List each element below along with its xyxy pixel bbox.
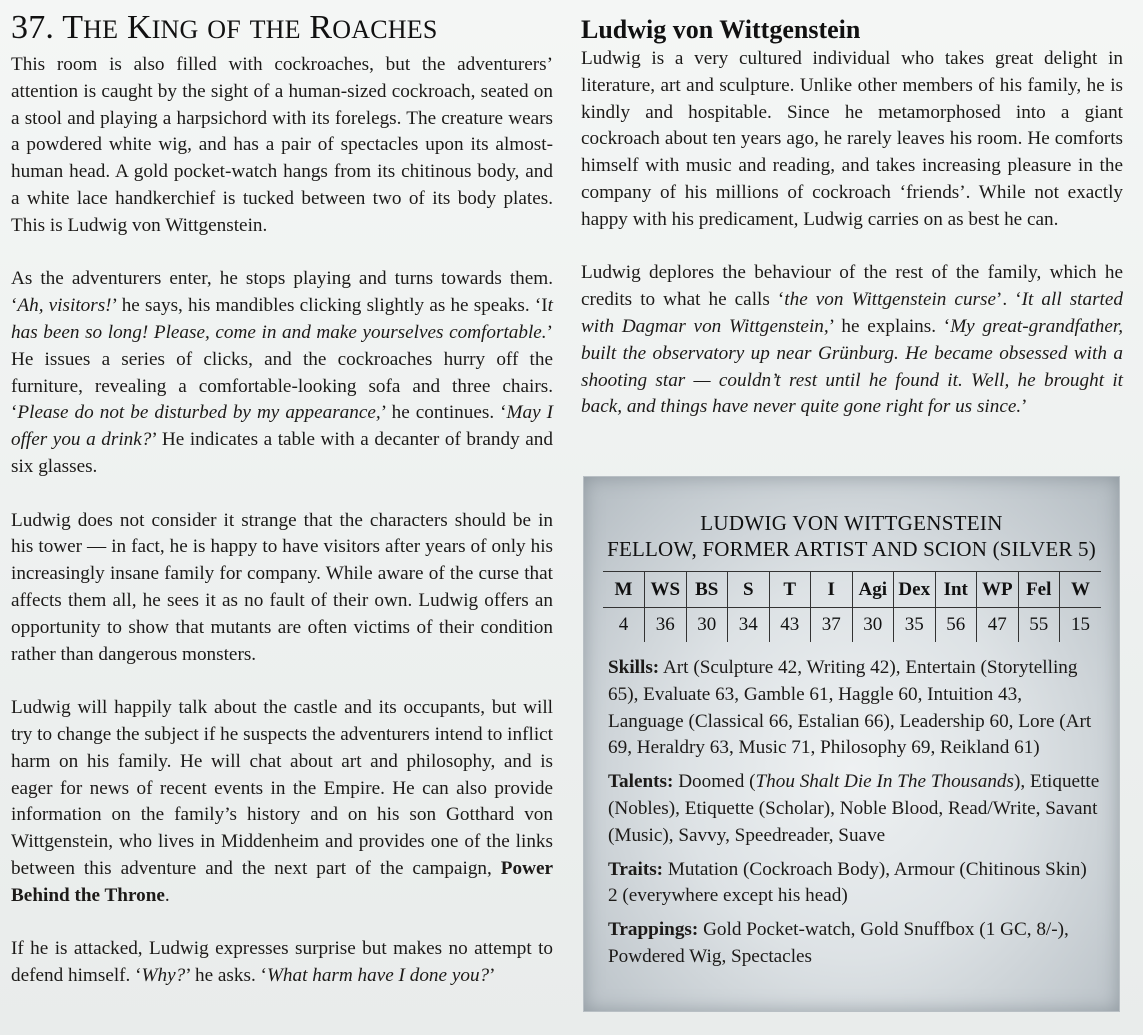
title-word-initial: R bbox=[309, 9, 333, 46]
paragraph bbox=[11, 52, 553, 240]
stat-header-w: W bbox=[1060, 572, 1102, 608]
stat-entry-text: ), Etiquette (Nobles), Etiquette (Scholar), Noble Blood, Read/Write, Savant (Music), Savvy, Speedreader, Suave bbox=[608, 771, 1100, 846]
paragraph bbox=[11, 695, 553, 909]
right-paragraphs bbox=[581, 46, 1123, 421]
stats-value-row bbox=[603, 608, 1101, 643]
left-paragraphs bbox=[11, 52, 553, 990]
title-word-rest: OACHES bbox=[332, 15, 438, 44]
room-title-words bbox=[62, 9, 437, 46]
title-word bbox=[62, 9, 118, 46]
paragraph bbox=[581, 260, 1123, 421]
stat-entry-traits bbox=[608, 857, 1101, 911]
stat-entry-text: Art (Sculpture 42, Writing 42), Entertain (Storytelling 65), Evaluate 63, Gamble 61, Haggle 60, Intuition 43, Language (Classical 66, Estalian 66), Leadership 60, Lore (Art 69, Heraldry 63, Music 71, Philosophy 69, Reikland 61) bbox=[608, 657, 1092, 759]
stat-block bbox=[583, 476, 1120, 1012]
stat-header-i: I bbox=[811, 572, 853, 608]
paragraph-text: ’ He indicates a table with a decanter of brandy and six glasses. bbox=[11, 429, 553, 477]
paragraph-text: ’ bbox=[489, 965, 496, 987]
title-word bbox=[127, 9, 199, 46]
paragraph bbox=[581, 46, 1123, 234]
stat-header-t: T bbox=[769, 572, 811, 608]
room-title bbox=[11, 8, 553, 50]
stat-header-m: M bbox=[603, 572, 645, 608]
stats-table bbox=[603, 571, 1101, 642]
stat-entry-text: Thou Shalt Die In The Thousands bbox=[755, 771, 1014, 793]
paragraph-text: ’ he asks. ‘ bbox=[185, 965, 267, 987]
stat-block-name: LUDWIG VON WITTGENSTEIN bbox=[700, 511, 1003, 535]
paragraph-text: . bbox=[164, 884, 170, 906]
quote-text: My great-grandfather, built the observatory up near Grünburg. He became obsessed with a shooting star — couldn’t rest until he found it. Well, he brought it back, and things have never quite gone right for us since. bbox=[581, 315, 1123, 418]
title-word-rest: ING bbox=[151, 15, 199, 44]
stat-entry-text: Mutation (Cockroach Body), Armour (Chitinous Skin) 2 (everywhere except his head) bbox=[608, 858, 1087, 907]
paragraph-text: Ludwig does not consider it strange that the characters should be in his tower — in fact, he is happy to have visitors after years of only his increasingly insane family for company. While aware of the curse that affects them all, he sees it as no fault of their own. Ludwig offers an opportunity to show that mutants are often victims of their condition rather than dangerous monsters. bbox=[11, 509, 553, 665]
quote-text: What harm have I done you? bbox=[266, 965, 490, 987]
paragraph-text: Ludwig deplores the behaviour of the rest of the family, which he credits to what he calls ‘ bbox=[581, 262, 1123, 311]
stat-value-m: 4 bbox=[618, 614, 629, 635]
stat-value-fel: 55 bbox=[1018, 608, 1060, 643]
paragraph-text: If he is attacked, Ludwig expresses surprise but makes no attempt to defend himself. ‘ bbox=[11, 938, 553, 987]
title-word-initial: K bbox=[126, 9, 152, 46]
paragraph-text: ’ he explains. ‘ bbox=[828, 315, 951, 337]
stat-header-fel: Fel bbox=[1018, 572, 1060, 608]
paragraph-text: ’. ‘ bbox=[996, 289, 1022, 311]
paragraph-text: Ludwig is a very cultured individual who takes great delight in literature, art and sculpture. Unlike other members of his family, he is kindly and hospitable. Since he metamorphosed into a giant cockroach about ten years ago, he rarely leaves his room. He comforts himself with music and reading, and takes increasing pleasure in the company of his millions of cockroach ‘friends’. While not exactly happy with his predicament, Ludwig carries on as best he can. bbox=[581, 48, 1123, 230]
stat-header-agi: Agi bbox=[852, 572, 894, 608]
right-column bbox=[581, 0, 1123, 421]
stat-entry-talents bbox=[608, 769, 1101, 849]
paragraph bbox=[11, 266, 553, 480]
quote-text: the von Wittgenstein curse bbox=[784, 289, 996, 311]
stat-value-t: 43 bbox=[769, 608, 811, 643]
stat-header-int: Int bbox=[935, 572, 977, 608]
stat-value-wp: 47 bbox=[977, 608, 1019, 643]
paragraph-text: ’ bbox=[1021, 396, 1028, 418]
stat-header-s: S bbox=[728, 572, 770, 608]
stat-value-dex: 35 bbox=[894, 608, 936, 643]
stat-block-entries bbox=[608, 655, 1101, 978]
stat-entry-label: Skills: bbox=[608, 657, 660, 678]
npc-heading: Ludwig von Wittgenstein bbox=[581, 15, 861, 44]
paragraph-text: As the adventurers enter, he stops playing and turns towards them. ‘ bbox=[11, 268, 553, 317]
title-word bbox=[250, 9, 301, 46]
title-word-initial: T bbox=[62, 9, 84, 46]
stat-entry-label: Traits: bbox=[608, 858, 664, 880]
title-word bbox=[207, 9, 241, 46]
stat-value-agi: 30 bbox=[852, 608, 894, 643]
stat-value-s: 34 bbox=[728, 608, 770, 643]
stat-entry-label: Trappings: bbox=[608, 919, 699, 941]
stat-entry-text: Gold Pocket-watch, Gold Snuffbox (1 GC, 8/-), Powdered Wig, Spectacles bbox=[608, 919, 1069, 967]
stat-header-dex: Dex bbox=[894, 572, 936, 608]
stat-value-ws: 36 bbox=[645, 608, 687, 643]
title-word-rest: OF bbox=[207, 15, 241, 44]
stat-value-w: 15 bbox=[1060, 608, 1102, 643]
stats-header-row bbox=[603, 572, 1101, 608]
stat-header-bs: BS bbox=[686, 572, 728, 608]
paragraph-text: ’ he continues. ‘ bbox=[380, 402, 507, 424]
title-word bbox=[309, 9, 437, 46]
stat-entry-text: Doomed ( bbox=[673, 771, 756, 793]
paragraph-text: ’ He issues a series of clicks, and the cockroaches hurry off the furniture, revealing a comfortable-looking sofa and three chairs. ‘ bbox=[11, 321, 553, 424]
stat-entry-label: Talents: bbox=[608, 771, 674, 793]
stat-entry-trappings bbox=[608, 917, 1101, 971]
paragraph-text: ’ he says, his mandibles clicking slightly as he speaks. ‘I bbox=[111, 295, 548, 317]
paragraph-text: This room is also filled with cockroaches, but the adventurers’ attention is caught by the sight of a human-sized cockroach, seated on a stool and playing a harpsichord with its forelegs. The creature wears a powdered white wig, and has a pair of spectacles upon its almost-human head. A gold pocket-watch hangs from its chitinous body, and a white lace handkerchief is tucked between two of its body plates. This is Ludwig von Wittgenstein. bbox=[11, 54, 553, 236]
paragraph bbox=[11, 936, 553, 990]
quote-text: Ah, visitors! bbox=[17, 295, 112, 317]
stat-header-wp: WP bbox=[977, 572, 1019, 608]
stat-value-i: 37 bbox=[811, 608, 853, 643]
title-word-rest: HE bbox=[83, 15, 119, 44]
left-column bbox=[11, 0, 553, 990]
paragraph bbox=[11, 508, 553, 669]
stat-entry-skills bbox=[608, 655, 1101, 762]
quote-text: It all started with Dagmar von Wittgenstein, bbox=[581, 289, 1123, 337]
quote-text: Please do not be disturbed by my appearance, bbox=[17, 402, 381, 424]
quote-text: May I offer you a drink? bbox=[11, 402, 553, 451]
stat-value-int: 56 bbox=[935, 608, 977, 643]
bold-text: Power Behind the Throne bbox=[11, 857, 553, 906]
stat-block-career: FELLOW, FORMER ARTIST AND SCION (SILVER 5) bbox=[607, 537, 1096, 561]
room-number: 37. bbox=[11, 9, 55, 46]
quote-text: t has been so long! Please, come in and make yourselves comfortable. bbox=[11, 295, 553, 343]
paragraph-text: Ludwig will happily talk about the castle and its occupants, but will try to change the subject if he suspects the adventurers intend to inflict harm on his family. He will chat about art and philosophy, and is eager for news of recent events in the Empire. He can also provide information on the family’s history and on his son Gotthard von Wittgenstein, who lives in Middenheim and provides one of the links between this adventure and the next part of the campaign, bbox=[11, 697, 553, 879]
stat-header-ws: WS bbox=[645, 572, 687, 608]
stat-value-bs: 30 bbox=[686, 608, 728, 643]
quote-text: Why? bbox=[141, 965, 186, 987]
title-word-rest: THE bbox=[249, 15, 301, 44]
